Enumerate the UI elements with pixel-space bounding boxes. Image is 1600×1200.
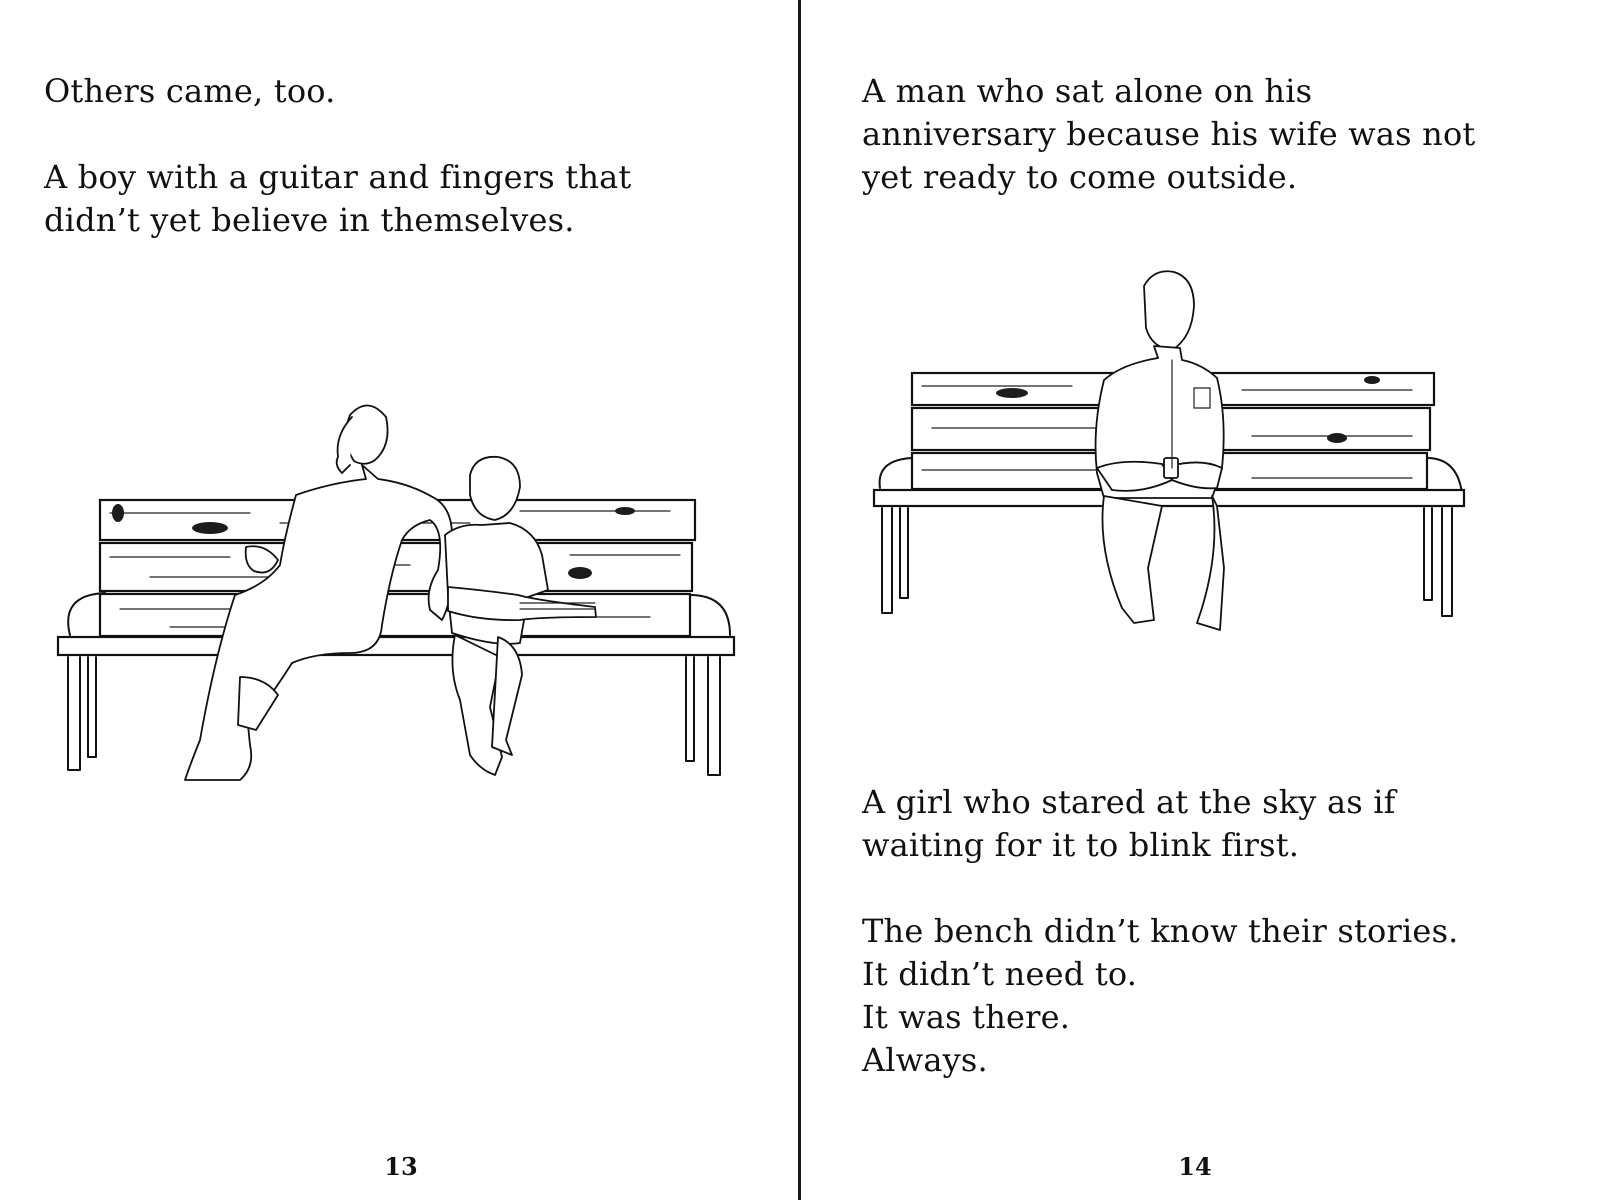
paragraph: anniversary because his wife was not xyxy=(862,115,1476,153)
bench-woman-boy-ukulele-drawing xyxy=(50,395,750,795)
paragraph: It was there. xyxy=(862,998,1071,1036)
paragraph: didn’t yet believe in themselves. xyxy=(44,201,575,239)
paragraph: Others came, too. xyxy=(44,72,336,110)
paragraph: A boy with a guitar and fingers that xyxy=(44,158,632,196)
left-page-text xyxy=(44,70,631,242)
book-gutter xyxy=(798,0,801,1200)
paragraph: It didn’t need to. xyxy=(862,955,1138,993)
right-page-text-top xyxy=(862,70,1475,199)
paragraph: A girl who stared at the sky as if xyxy=(862,783,1396,821)
bench-slat xyxy=(100,594,690,636)
paragraph: waiting for it to blink first. xyxy=(862,826,1300,864)
bench-seat xyxy=(58,637,734,655)
woman-figure xyxy=(185,405,452,780)
bench-man-phone-drawing xyxy=(872,268,1472,668)
paragraph: yet ready to come outside. xyxy=(862,158,1298,196)
paragraph: Always. xyxy=(862,1041,988,1079)
man-figure xyxy=(1096,271,1224,630)
page-number: 14 xyxy=(1178,1152,1212,1181)
right-page-text-bottom xyxy=(862,781,1459,1082)
right-page xyxy=(802,0,1600,1200)
paragraph: A man who sat alone on his xyxy=(862,72,1313,110)
phone-icon xyxy=(1164,458,1178,478)
page-number: 13 xyxy=(384,1152,418,1181)
paragraph: The bench didn’t know their stories. xyxy=(862,912,1459,950)
